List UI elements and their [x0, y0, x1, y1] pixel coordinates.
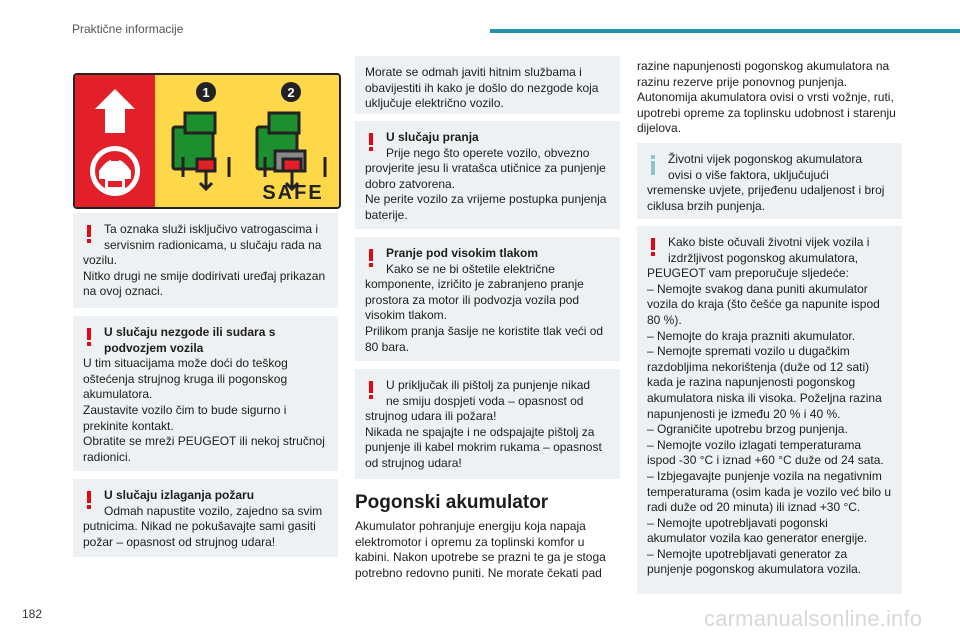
- text-line: požar – opasnost od strujnog udara!: [83, 534, 276, 549]
- text-line: ciklusa brzih punjenja.: [647, 198, 766, 213]
- watermark: carmanualsonline.info: [704, 606, 923, 631]
- left-warning-box-1: [73, 213, 338, 308]
- text-line: napunjenosti je između 20 % i 40 %.: [647, 406, 841, 421]
- box-title: U slučaju izlaganja požaru: [104, 488, 255, 502]
- text-line: kada je razina napunjenosti pogonskog: [647, 375, 856, 390]
- text-line: vozilu.: [83, 253, 118, 268]
- warning-icon: [87, 225, 91, 243]
- text-line: 80 %).: [647, 312, 682, 327]
- text-line: vozila do kraja (što češće ga napunite ispod: [647, 297, 880, 312]
- text-line: Nitko drugi ne smije dodirivati uređaj prikazan: [83, 268, 326, 283]
- box-title: U slučaju pranja: [386, 130, 479, 144]
- text-line: provjerite jesu li vratašca utičnice za punjenje: [365, 161, 606, 176]
- text-line: razinu rezerve prije ponovnog punjenja.: [637, 74, 848, 89]
- text-line: Kako se ne bi oštetile električne: [386, 261, 555, 276]
- text-line: – Ograničite upotrebu brzog punjenja.: [647, 422, 848, 437]
- text-line: obavijestiti ih kako je došlo do nezgode koja: [365, 80, 599, 95]
- text-line: vremenske uvjete, prijeđenu udaljenost i broj: [647, 183, 885, 198]
- text-line: upotrebi opreme za toplinsku udobnost i starenju: [637, 105, 896, 120]
- middle-warning-box-charging: [355, 369, 620, 479]
- text-line: Ta oznaka služi isključivo vatrogascima i: [104, 222, 319, 236]
- text-line: baterije.: [365, 207, 408, 222]
- text-line: 80 bara.: [365, 339, 410, 354]
- text-line: – Nemojte do kraja prazniti akumulator.: [647, 328, 856, 343]
- text-line: Kako biste očuvali životni vijek vozila i: [668, 235, 870, 249]
- text-line: – Nemojte vozilo izlagati temperaturama: [647, 437, 862, 452]
- text-line: razdobljima nekorištenja (duže od 12 sati): [647, 359, 870, 374]
- text-line: akumulator vozila kao generator energije.: [647, 531, 868, 546]
- box-title: U slučaju nezgode ili sudara s: [104, 325, 276, 339]
- text-line: izdržljivost pogonskog akumulatora,: [668, 250, 859, 265]
- text-line: oštećenja strujnog kruga ili pogonskog: [83, 371, 288, 386]
- left-warning-box-2: [73, 316, 338, 471]
- badge-2-label: 2: [287, 85, 295, 100]
- text-line: Morate se odmah javiti hitnim službama i: [365, 65, 582, 79]
- text-line: temperaturama (osim kada je vozilo već bilo u: [647, 484, 892, 499]
- left-warning-box-3: [73, 479, 338, 557]
- autonomy-paragraph: [637, 59, 896, 137]
- text-line: prekinite kontakt.: [83, 418, 174, 433]
- text-line: elektromotor i opremu za toplinski komfor u: [355, 534, 585, 549]
- disconnect-device-2-icon: [257, 113, 325, 189]
- warning-icon: [87, 328, 91, 346]
- text-line: Autonomija akumulatora ovisi o vrsti vožnje, ruti,: [637, 90, 894, 105]
- right-warning-box-lifespan: [637, 226, 902, 594]
- text-line: strujnog udara ili požara!: [365, 409, 497, 424]
- text-line: Prije nego što operete vozilo, obvezno: [386, 145, 590, 160]
- safe-label-text: SAFE: [262, 182, 324, 204]
- section-title: Pogonski akumulator: [355, 492, 549, 513]
- right-info-box: [637, 143, 902, 219]
- text-line: Nikada ne spajajte i ne odspajajte pištolj za: [365, 424, 595, 439]
- text-line: Obratite se mreži PEUGEOT ili nekoj stručnoj: [83, 434, 325, 449]
- text-line: – Nemojte upotrebljavati generator za: [647, 546, 848, 561]
- text-line: na ovoj oznaci.: [83, 284, 164, 299]
- text-line: Zaustavite vozilo čim to bude sigurno i: [83, 402, 287, 417]
- text-line: Ne perite vozilo za vrijeme postupka punjenja: [365, 192, 607, 207]
- firefighter-helmet-icon: [90, 146, 140, 196]
- text-line: U priključak ili pištolj za punjenje nikad: [386, 378, 591, 392]
- text-line: Životni vijek pogonskog akumulatora: [668, 152, 863, 166]
- text-line: – Nemojte upotrebljavati pogonski: [647, 515, 828, 530]
- text-line: punjenje pogonskog akumulatora vozila.: [647, 562, 862, 577]
- page-header-title: Praktične informacije: [72, 22, 184, 36]
- box-title: Pranje pod visokim tlakom: [386, 246, 539, 260]
- box-title: podvozjem vozila: [104, 340, 204, 355]
- text-line: PEUGEOT vam preporučuje sljedeće:: [647, 266, 849, 281]
- text-line: Akumulator pohranjuje energiju koja napaja: [355, 519, 586, 533]
- text-line: akumulatora niska ili visoka. Poželjna razina: [647, 390, 882, 405]
- warning-icon: [87, 491, 91, 509]
- text-line: kabini. Nakon upotrebe se prazni te ga je stoga: [355, 550, 606, 565]
- badge-2-icon: [281, 82, 301, 102]
- middle-warning-box-washing: [355, 121, 620, 229]
- header-rule: [490, 29, 960, 33]
- text-line: razine napunjenosti pogonskog akumulatora na: [637, 59, 890, 73]
- text-line: uključuje električno vozilo.: [365, 96, 504, 111]
- warning-icon: [651, 238, 655, 256]
- warning-icon: [369, 381, 373, 399]
- safety-label-illustration: [73, 73, 341, 209]
- text-line: radionici.: [83, 449, 132, 464]
- text-line: Odmah napustite vozilo, zajedno sa svim: [104, 503, 323, 518]
- text-line: ne smiju dospjeti voda – opasnost od: [386, 393, 584, 408]
- text-line: potrebno redovno puniti. Ne morate čekati pad: [355, 565, 602, 580]
- text-line: Prilikom pranja šasije ne koristite tlak veći od: [365, 323, 604, 338]
- text-line: punjenje ili kabel mokrim rukama – opasnost: [365, 440, 602, 455]
- battery-paragraph: [355, 519, 606, 581]
- text-line: komponente, izričito je zabranjeno pranje: [365, 277, 584, 292]
- text-line: dijelova.: [637, 121, 682, 136]
- text-line: od strujnog udara!: [365, 455, 462, 470]
- page-number: 182: [22, 607, 43, 621]
- warning-icon: [369, 133, 373, 151]
- text-line: akumulatora.: [83, 387, 153, 402]
- text-line: putnicima. Nikad ne pokušavajte sami gasiti: [83, 519, 316, 534]
- text-line: prostora za motor ili podvozja vozila pod: [365, 292, 580, 307]
- text-line: ispod -30 °C i iznad +60 °C duže od 24 sata.: [647, 453, 884, 468]
- text-line: – Izbjegavajte punjenje vozila na negativnim: [647, 468, 882, 483]
- text-line: – Nemojte svakog dana puniti akumulator: [647, 281, 868, 296]
- info-icon: [651, 155, 655, 175]
- warning-icon: [369, 249, 373, 267]
- text-line: – Nemojte spremati vozilo u dugačkim: [647, 344, 850, 359]
- text-line: radi duže od 20 minuta) ili iznad +30 °C.: [647, 500, 861, 515]
- badge-1-label: 1: [202, 85, 210, 100]
- text-line: U tim situacijama može doći do teškog: [83, 356, 288, 371]
- middle-box-1: [355, 56, 620, 114]
- text-line: ovisi o više faktora, uključujući: [668, 167, 829, 182]
- text-line: servisnim radionicama, u slučaju rada na: [104, 237, 322, 252]
- text-line: dobro zatvorena.: [365, 176, 456, 191]
- text-line: visokim tlakom.: [365, 308, 448, 323]
- middle-warning-box-high-pressure: [355, 237, 620, 361]
- disconnect-device-1-icon: [173, 113, 229, 189]
- badge-1-icon: [196, 82, 216, 102]
